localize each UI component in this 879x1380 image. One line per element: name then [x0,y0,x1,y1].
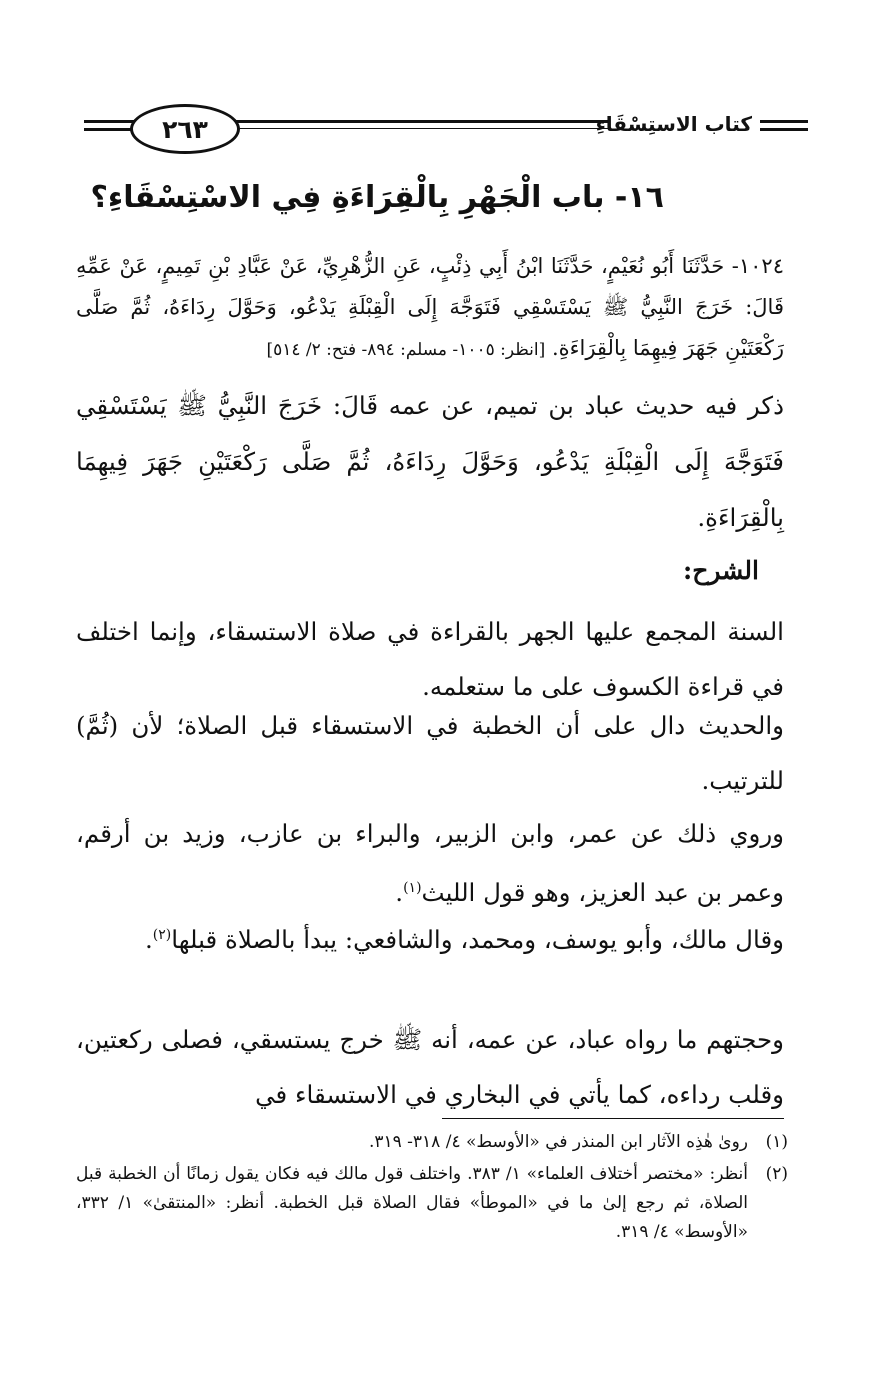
footnote-ref-1[interactable]: (١) [403,880,422,896]
footnote-1-number: (١) [765,1132,788,1152]
footnote-separator [442,1118,784,1119]
paragraph-3 [76,806,784,920]
header-rule-left-2 [84,128,134,131]
paragraph-4-end: . [144,925,153,955]
chapter-title: ١٦- باب الْجَهْرِ بِالْقِرَاءَةِ فِي الاسْتِسْقَاءِ؟ [90,180,664,215]
header-rule-right-2 [760,128,808,131]
paragraph-3-end: . [395,878,404,908]
paragraph-1: السنة المجمع عليها الجهر بالقراءة في صلاة الاستسقاء، وإنما اختلف في قراءة الكسوف على ما ستعلمه. [76,617,784,701]
footnote-2-number: (٢) [765,1164,788,1184]
sharh-label: الشرح: [682,556,759,585]
footnote-2 [76,1160,788,1247]
paragraph-5: وحجتهم ما رواه عباد، عن عمه، أنه ﷺ خرج يستسقي، فصلى ركعتين، وقلب رداءه، كما يأتي في البخاري في الاستسقاء في [76,1025,784,1109]
header-rule-middle-thin [230,128,610,129]
footnote-ref-2[interactable]: (٢) [152,927,172,943]
paragraph-4 [76,908,784,967]
header-rule-middle [230,120,610,123]
footnote-2-text: أنظر: «مختصر أختلاف العلماء» ١/ ٣٨٣. واختلف قول مالك فيه فكان يقول زمانًا أن الخطبة قبل الصلاة، ثم رجع إلىٰ ما في «الموطأ» فقال الصلاة قبل الخطبة. أنظر: «المنتقىٰ» ١/ ٣٣٢، «الأوسط» ٤/ ٣١٩. [76,1164,748,1242]
book-title: كتاب الاستِسْقَاءِ [595,112,752,136]
paragraph-4-text: وقال مالك، وأبو يوسف، ومحمد، والشافعي: يبدأ بالصلاة قبلها [171,925,784,955]
footnote-1 [76,1128,788,1157]
header-rule-right [760,120,808,123]
header-rule-left [84,120,134,123]
intro-paragraph: ذكر فيه حديث عباد بن تميم، عن عمه قَالَ: خَرَجَ النَّبِيُّ ﷺ يَسْتَسْقِي فَتَوَجَّهَ إِلَى الْقِبْلَةِ يَدْعُو، وَحَوَّلَ رِدَاءَهُ، ثُمَّ صَلَّى رَكْعَتَيْنِ جَهَرَ فِيهِمَا بِالْقِرَاءَةِ. [76,391,784,532]
page-number: ٢٦٣ [130,104,240,154]
hadith-text [76,246,784,371]
hadith-body: ١٠٢٤- حَدَّثَنَا أَبُو نُعَيْمٍ، حَدَّثَنَا ابْنُ أَبِي ذِئْبٍ، عَنِ الزُّهْرِيِّ، عَنْ عَبَّادِ بْنِ تَمِيمٍ، عَنْ عَمِّهِ قَالَ: خَرَجَ النَّبِيُّ ﷺ يَسْتَسْقِي فَتَوَجَّهَ إِلَى الْقِبْلَةِ يَدْعُو، وَحَوَّلَ رِدَاءَهُ، ثُمَّ صَلَّى رَكْعَتَيْنِ جَهَرَ فِيهِمَا بِالْقِرَاءَةِ. [76,254,784,360]
paragraph-2: والحديث دال على أن الخطبة في الاستسقاء قبل الصلاة؛ لأن (ثُمَّ) للترتيب. [76,711,784,795]
paragraph-3-text: وروي ذلك عن عمر، وابن الزبير، والبراء بن عازب، وزيد بن أرقم، وعمر بن عبد العزيز، وهو قول الليث [76,819,784,908]
footnote-1-text: رویٰ هٰذِه الآثار ابن المنذر في «الأوسط» ٤/ ٣١٨- ٣١٩. [368,1132,748,1152]
hadith-reference: [انظر: ١٠٠٥- مسلم: ٨٩٤- فتح: ٢/ ٥١٤] [266,340,546,360]
running-header [84,98,808,158]
